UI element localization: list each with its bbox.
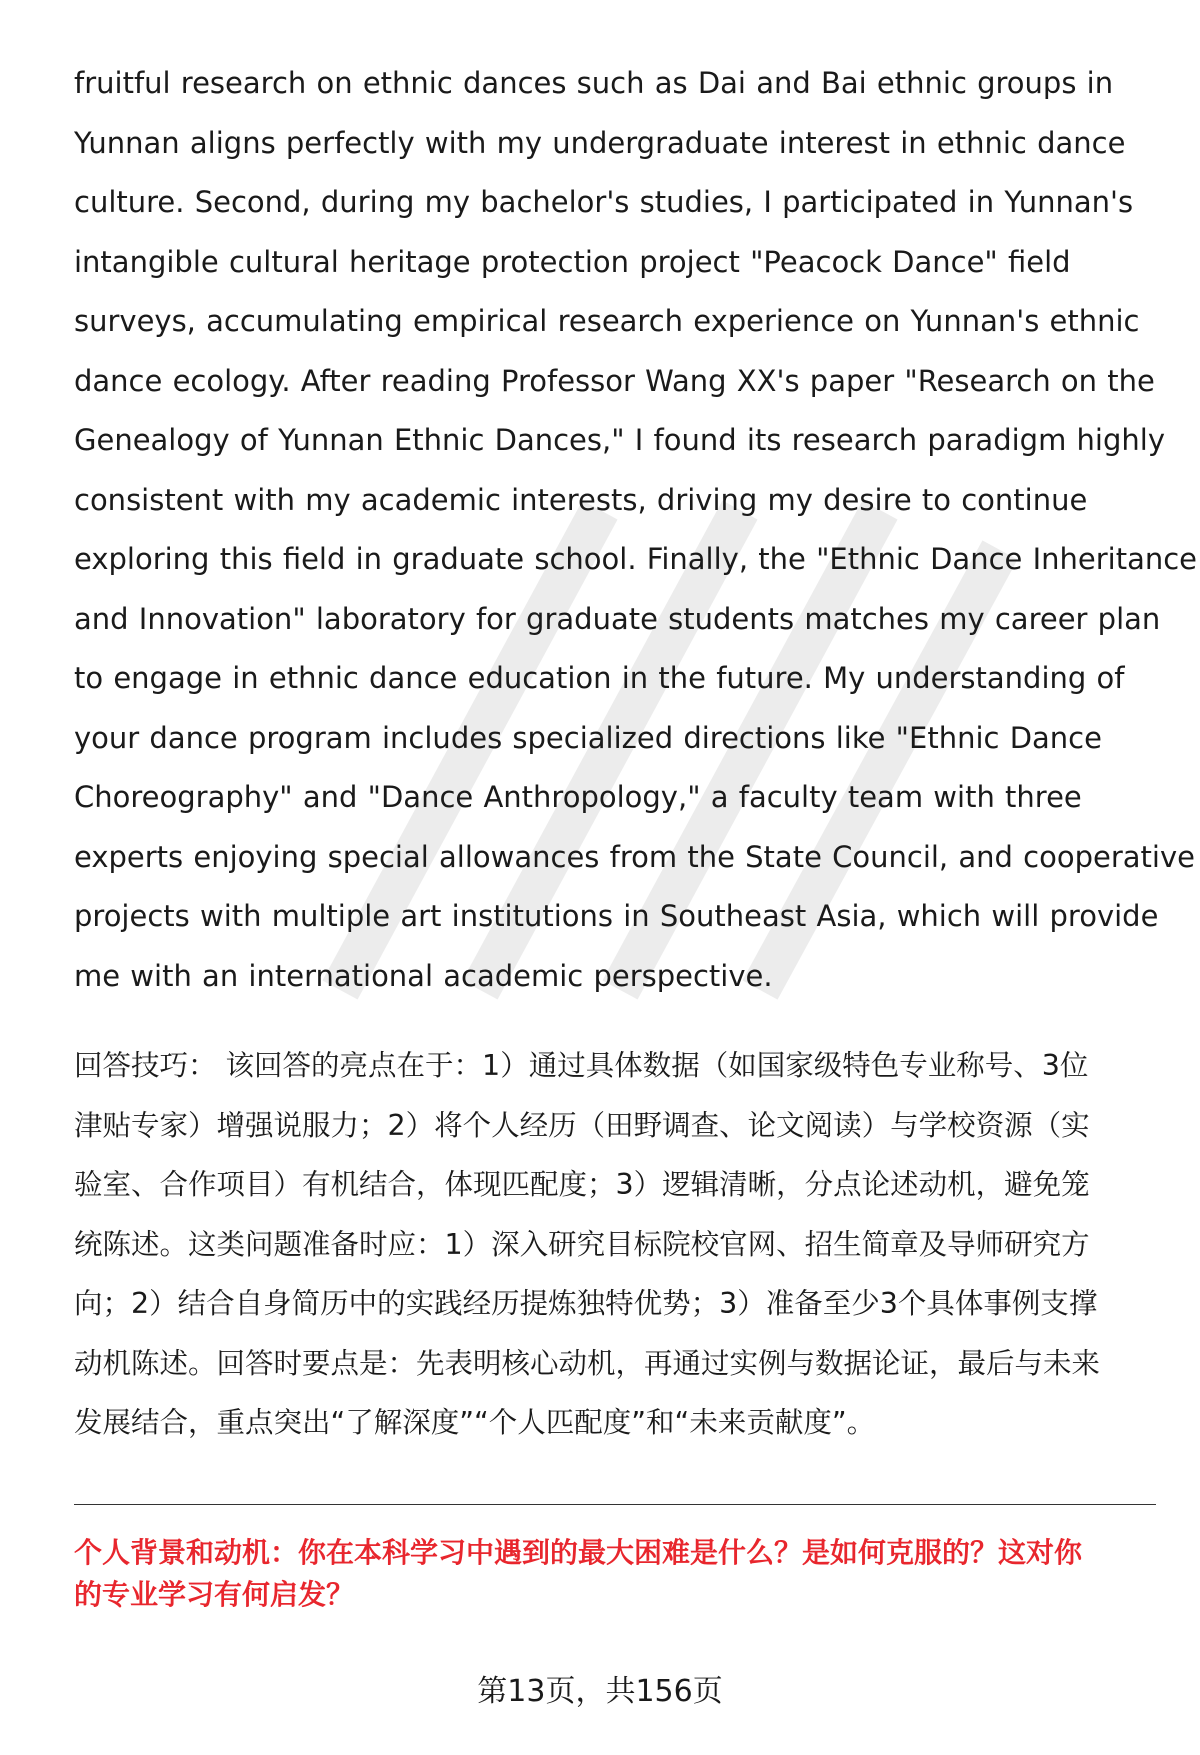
answer-line: your dance program includes specialized directions like "Ethnic Dance bbox=[74, 720, 1102, 755]
answer-line: experts enjoying special allowances from the State Council, and cooperative bbox=[74, 839, 1195, 874]
tips-line: 津贴专家）增强说服力；2）将个人经历（田野调查、论文阅读）与学校资源（实 bbox=[74, 1108, 1090, 1142]
answer-line: Genealogy of Yunnan Ethnic Dances," I found its research paradigm highly bbox=[74, 423, 1165, 457]
tips-line: 动机陈述。回答时要点是：先表明核心动机，再通过实例与数据论证，最后与未来 bbox=[74, 1346, 1101, 1380]
answer-line: surveys, accumulating empirical research experience on Yunnan's ethnic bbox=[74, 304, 1140, 338]
answer-line: exploring this field in graduate school. Finally, the "Ethnic Dance Inheritance bbox=[74, 542, 1198, 576]
section-divider bbox=[74, 1504, 1156, 1505]
tips-line: 验室、合作项目）有机结合，体现匹配度；3）逻辑清晰，分点论述动机，避免笼 bbox=[74, 1168, 1090, 1201]
page-number: 第13页，共156页 bbox=[477, 1674, 723, 1709]
tips-line: 向；2）结合自身简历中的实践经历提炼独特优势；3）准备至少3个具体事例支撑 bbox=[74, 1287, 1098, 1320]
answer-line: projects with multiple art institutions in Southeast Asia, which will provide bbox=[74, 899, 1159, 933]
question-line: 个人背景和动机：你在本科学习中遇到的最大困难是什么？是如何克服的？这对你 bbox=[74, 1536, 1083, 1569]
question-heading bbox=[74, 1532, 1164, 1616]
answer-line: dance ecology. After reading Professor Wang XX's paper "Research on the bbox=[74, 363, 1155, 398]
answer-line: intangible cultural heritage protection project "Peacock Dance" field bbox=[74, 244, 1071, 279]
tips-line: 发展结合，重点突出“了解深度”“个人匹配度”和“未来贡献度”。 bbox=[74, 1406, 876, 1439]
answer-line: consistent with my academic interests, driving my desire to continue bbox=[74, 482, 1088, 517]
answer-line: and Innovation" laboratory for graduate students matches my career plan bbox=[74, 601, 1161, 636]
answer-line: Choreography" and "Dance Anthropology," a faculty team with three bbox=[74, 780, 1082, 814]
question-line: 的专业学习有何启发？ bbox=[74, 1578, 355, 1611]
answer-line: fruitful research on ethnic dances such as Dai and Bai ethnic groups in bbox=[74, 66, 1114, 100]
answer-line: to engage in ethnic dance education in the future. My understanding of bbox=[74, 661, 1125, 695]
answer-line: culture. Second, during my bachelor's studies, I participated in Yunnan's bbox=[74, 185, 1134, 219]
tips-line: 统陈述。这类问题准备时应：1）深入研究目标院校官网、招生简章及导师研究方 bbox=[74, 1227, 1090, 1261]
answer-paragraph bbox=[74, 54, 1198, 1006]
tips-line: 回答技巧： 该回答的亮点在于：1）通过具体数据（如国家级特色专业称号、3位 bbox=[74, 1049, 1089, 1082]
answer-tips-paragraph bbox=[74, 1036, 1154, 1453]
answer-line: Yunnan aligns perfectly with my undergraduate interest in ethnic dance bbox=[74, 125, 1126, 160]
answer-line: me with an international academic perspective. bbox=[74, 958, 773, 993]
